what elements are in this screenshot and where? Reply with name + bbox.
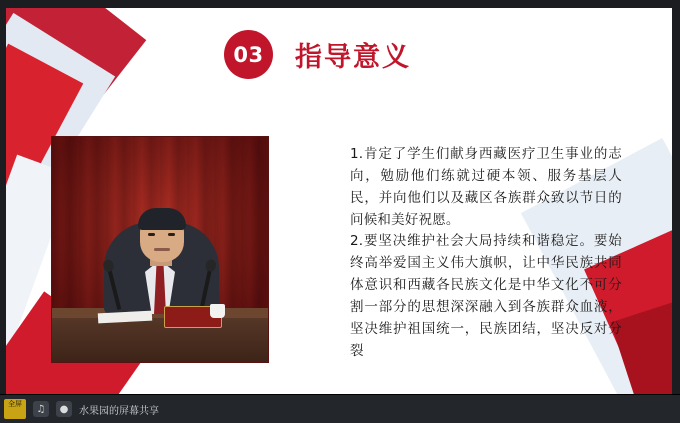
record-icon[interactable]: ● [56,401,72,417]
window-right-frame [672,0,680,423]
speaker-icon[interactable]: ♫ [33,401,49,417]
speech-photo [51,136,269,363]
slide-title: 指导意义 [295,42,411,73]
screen-share-title: 水果园的屏幕共享 [79,405,159,417]
photo-desk-cup [210,304,225,318]
photo-person-hair [138,208,186,230]
window-top-frame [0,0,680,8]
slide-body-text [350,144,622,363]
fullscreen-badge[interactable]: 全屏 [4,399,26,419]
photo-person-mouth [154,248,170,251]
body-paragraph-1: 1.肯定了学生们献身西藏医疗卫生事业的志向，勉励他们练就过硬本领、服务基层人民，并向他们以及藏区各族群众致以节日的问候和美好祝愿。 [350,146,622,228]
body-paragraph-2: 2.要坚决维护社会大局持续和谐稳定。要始终高举爱国主义伟大旗帜，让中华民族共同体意识和西藏各民族文化是中华文化不可分割一部分的思想深深融入到各族群众血液，坚决维护祖国统一，民族团结，坚决反对分裂 [350,233,622,359]
taskbar [0,394,680,423]
presentation-slide [6,8,672,394]
section-number-badge: 03 [224,30,273,79]
photo-person-eye-left [148,233,155,236]
slide-header [224,30,411,79]
photo-person-eye-right [168,233,175,236]
